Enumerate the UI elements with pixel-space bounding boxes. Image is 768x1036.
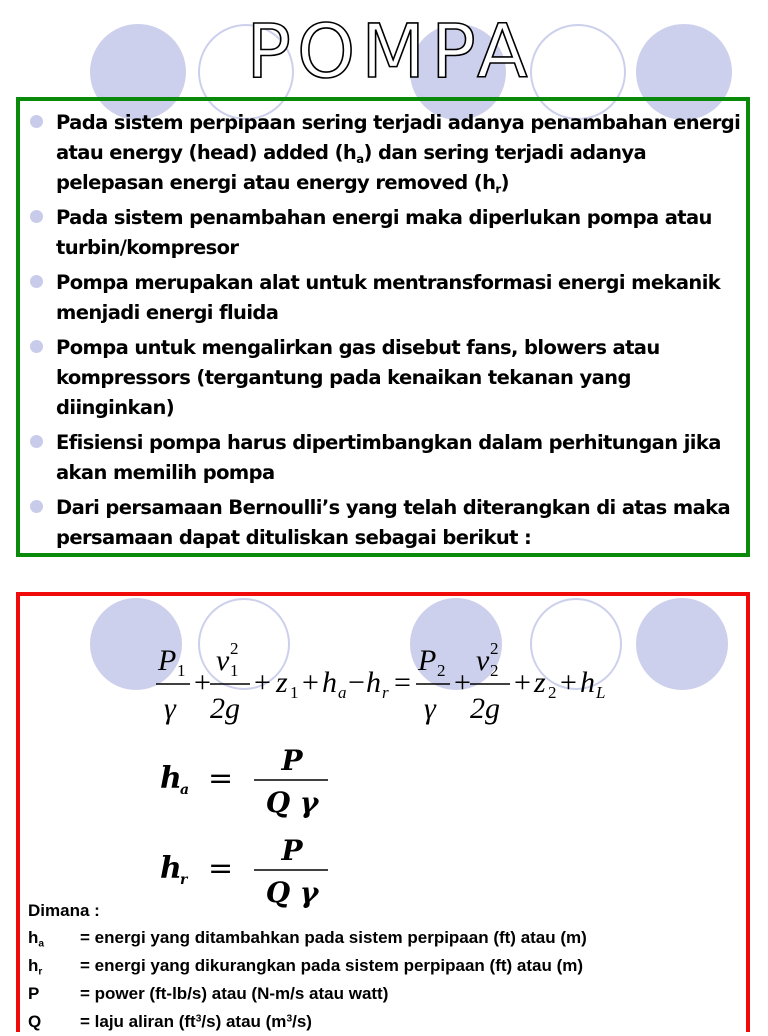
page-title xyxy=(0,0,768,88)
svg-text:a: a xyxy=(180,782,190,798)
svg-text:1: 1 xyxy=(290,683,299,702)
svg-text:2: 2 xyxy=(490,661,499,680)
svg-text:=: = xyxy=(208,851,234,886)
bullet-item: Dari persamaan Bernoulli’s yang telah diterangkan di atas maka persamaan dapat dituliskan sebagai berikut : xyxy=(56,493,744,553)
bullet-dot xyxy=(30,340,43,353)
svg-text:Q γ: Q γ xyxy=(265,786,319,819)
bullet-list xyxy=(56,108,744,558)
bullet-dot xyxy=(30,275,43,288)
svg-text:2: 2 xyxy=(230,639,239,658)
bernoulli-equation xyxy=(150,632,620,732)
svg-text:+: + xyxy=(254,666,271,699)
bullet-dot xyxy=(30,500,43,513)
symbol-legend xyxy=(28,898,587,1036)
bullet-dot xyxy=(30,435,43,448)
svg-text:P: P xyxy=(158,644,177,677)
bullet-item: Pada sistem perpipaan sering terjadi adanya penambahan energi atau energy (head) added $(h_a)$ dan sering terjadi adanya pelepasan energi atau energy removed $(h_r)$ xyxy=(56,108,744,198)
svg-text:+: + xyxy=(454,666,471,699)
svg-text:+: + xyxy=(560,666,577,699)
svg-text:2: 2 xyxy=(490,639,499,658)
bullet-item: Pada sistem penambahan energi maka diperlukan pompa atau turbin/kompresor xyxy=(56,203,744,263)
svg-text:=: = xyxy=(394,666,411,699)
svg-text:=: = xyxy=(208,761,234,796)
svg-text:γ: γ xyxy=(424,692,436,725)
svg-text:v: v xyxy=(476,644,490,677)
legend-row: Q = laju aliran $(ft^3/s)$ atau $(m^3/s)$ xyxy=(28,1012,312,1031)
page-title-text: POMPA xyxy=(246,9,534,88)
svg-text:2g: 2g xyxy=(210,692,240,725)
svg-text:z: z xyxy=(534,666,546,699)
ha-equation xyxy=(158,742,358,822)
svg-text:Q γ: Q γ xyxy=(265,876,319,909)
svg-text:+: + xyxy=(302,666,319,699)
legend-heading: Dimana : xyxy=(28,901,100,920)
svg-text:+: + xyxy=(194,666,211,699)
svg-text:1: 1 xyxy=(177,661,186,680)
bullet-dot xyxy=(30,210,43,223)
legend-row: $h_r$ = energi yang dikurangkan pada sistem perpipaan (ft) atau (m) xyxy=(28,956,584,978)
svg-text:h: h xyxy=(322,666,337,699)
svg-text:−: − xyxy=(348,666,365,699)
svg-text:γ: γ xyxy=(164,692,176,725)
svg-text:h: h xyxy=(580,666,595,699)
svg-text:1: 1 xyxy=(230,661,239,680)
svg-text:v: v xyxy=(216,644,230,677)
svg-text:P: P xyxy=(281,744,303,777)
svg-text:2: 2 xyxy=(437,661,446,680)
svg-text:2g: 2g xyxy=(470,692,500,725)
svg-text:h: h xyxy=(366,666,381,699)
svg-text:+: + xyxy=(514,666,531,699)
svg-text:r: r xyxy=(382,683,389,702)
svg-text:a: a xyxy=(338,683,347,702)
bullet-item: Pompa merupakan alat untuk mentransformasi energi mekanik menjadi energi fluida xyxy=(56,268,744,328)
legend-row: P = power (ft-lb/s) atau (N-m/s atau watt) xyxy=(28,984,389,1003)
svg-text:h: h xyxy=(160,761,182,796)
svg-text:P: P xyxy=(418,644,437,677)
svg-text:r: r xyxy=(180,872,188,888)
svg-text:h: h xyxy=(160,851,182,886)
svg-text:2: 2 xyxy=(548,683,557,702)
bullet-item: Efisiensi pompa harus dipertimbangkan dalam perhitungan jika akan memilih pompa xyxy=(56,428,744,488)
svg-text:L: L xyxy=(596,683,606,702)
bullet-item: Pompa untuk mengalirkan gas disebut fans, blowers atau kompressors (tergantung pada kenaikan tekanan yang diinginkan) xyxy=(56,333,744,423)
bullet-dot xyxy=(30,115,43,128)
svg-text:z: z xyxy=(276,666,288,699)
svg-text:P: P xyxy=(281,834,303,867)
legend-row: $h_a$ = energi yang ditambahkan pada sistem perpipaan (ft) atau (m) xyxy=(28,928,587,950)
